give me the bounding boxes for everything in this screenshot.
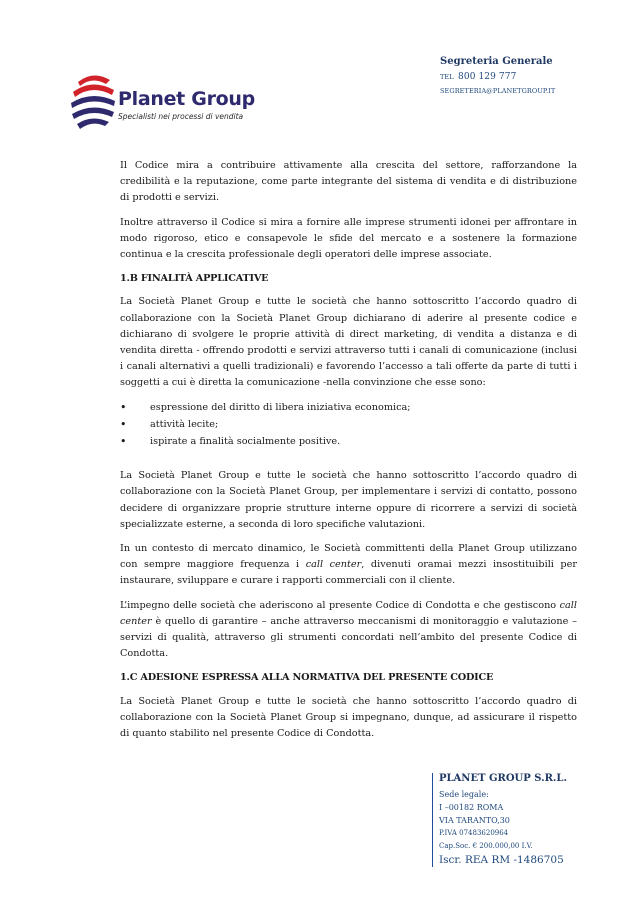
email-address: SEGRETERIA@PLANETGROUP.IT (440, 87, 556, 95)
section-heading: 1.B FINALITÀ APPLICATIVE (120, 273, 269, 285)
tel-number: 800 129 777 (458, 72, 517, 82)
globe-logo-icon (70, 72, 116, 134)
emphasis: call center (305, 559, 362, 571)
company-logo (70, 68, 270, 138)
footer-company-name: PLANET GROUP S.R.L. (439, 773, 567, 784)
bullet-list (120, 400, 577, 451)
document-body (120, 158, 577, 750)
contact-block (440, 56, 620, 95)
paragraph: La Società Planet Group e tutte le società che hanno sottoscritto l’accordo quadro di collaborazione con la Società Planet Group si impegnano, dunque, ad assicurare il rispetto di quanto stabilito nel presente Codice di Condotta. (120, 695, 577, 740)
footer-address: VIA TARANTO,30 (439, 816, 510, 825)
paragraph: La Società Planet Group e tutte le società che hanno sottoscritto l’accordo quadro di collaborazione con la Società Planet Group dichiarano di aderire al presente codice e dichiarano di svolgere le proprie attività di direct marketing, di vendita a distanza e di vendita diretta - offrendo prodotti e servizi attraverso tutti i canali di comunicazione (inclusi i canali alternativi a quelli tradizionali) e favorendo l’accesso a tali offerte da parte di tutti i soggetti a cui è diretta la comunicazione -nella convinzione che esse sono: (120, 296, 577, 389)
footer-capital: Cap.Soc. € 200.000,00 I.V. (439, 842, 533, 850)
emphasis: call center (120, 599, 577, 627)
footer-cap: I –00182 ROMA (439, 803, 504, 812)
paragraph: La Società Planet Group e tutte le società che hanno sottoscritto l’accordo quadro di collaborazione con la Società Planet Group, per implementare i servizi di contatto, possono decidere di organizzare proprie strutture interne oppure di ricorrere a servizi di società specializzate esterne, a seconda di loro specifiche valutazioni. (120, 470, 577, 530)
phone-line (440, 72, 620, 82)
office-title: Segreteria Generale (440, 56, 553, 67)
text-run: L’impegno delle società che aderiscono al presente Codice di Condotta e che gestiscono (120, 599, 560, 611)
paragraph (120, 541, 577, 590)
section-heading: 1.C ADESIONE ESPRESSA ALLA NORMATIVA DEL PRESENTE CODICE (120, 672, 494, 684)
tel-label: TEL (440, 73, 454, 81)
footer-sede: Sede legale: (439, 790, 489, 799)
logo-name: Planet Group (118, 88, 255, 110)
paragraph: Il Codice mira a contribuire attivamente alla crescita del settore, rafforzandone la credibilità e la reputazione, come parte integrante del sistema di vendita e di distribuzione di prodotti e servizi. (120, 160, 577, 204)
paragraph: Inoltre attraverso il Codice si mira a fornire alle imprese strumenti idonei per affrontare in modo rigoroso, etico e consapevole le sfide del mercato e a sostenere la formazione continua e la crescita professionale degli operatori delle imprese associate. (120, 216, 577, 261)
footer-rea: Iscr. REA RM -1486705 (439, 854, 564, 866)
company-footer (432, 773, 567, 867)
footer-vat: P.IVA 07483620964 (439, 829, 509, 837)
list-item: • espressione del diritto di libera iniziativa economica; (120, 400, 577, 416)
text-run: , divenuti oramai mezzi insostituibili per instaurare, sviluppare e curare i rapporti commerciali con il cliente. (120, 559, 577, 587)
list-item: • ispirate a finalità socialmente positive. (120, 434, 577, 450)
logo-tagline: Specialisti nei processi di vendita (118, 112, 244, 121)
list-item: • attività lecite; (120, 417, 577, 433)
text-run: è quello di garantire – anche attraverso meccanismi di monitoraggio e valutazione – servizi di qualità, attraverso gli strumenti concordati nell’ambito del presente Codice di Condotta. (120, 615, 577, 660)
paragraph (120, 598, 577, 663)
text-run: In un contesto di mercato dinamico, le Società committenti della Planet Group utilizzano con sempre maggiore frequenza i (120, 543, 577, 571)
